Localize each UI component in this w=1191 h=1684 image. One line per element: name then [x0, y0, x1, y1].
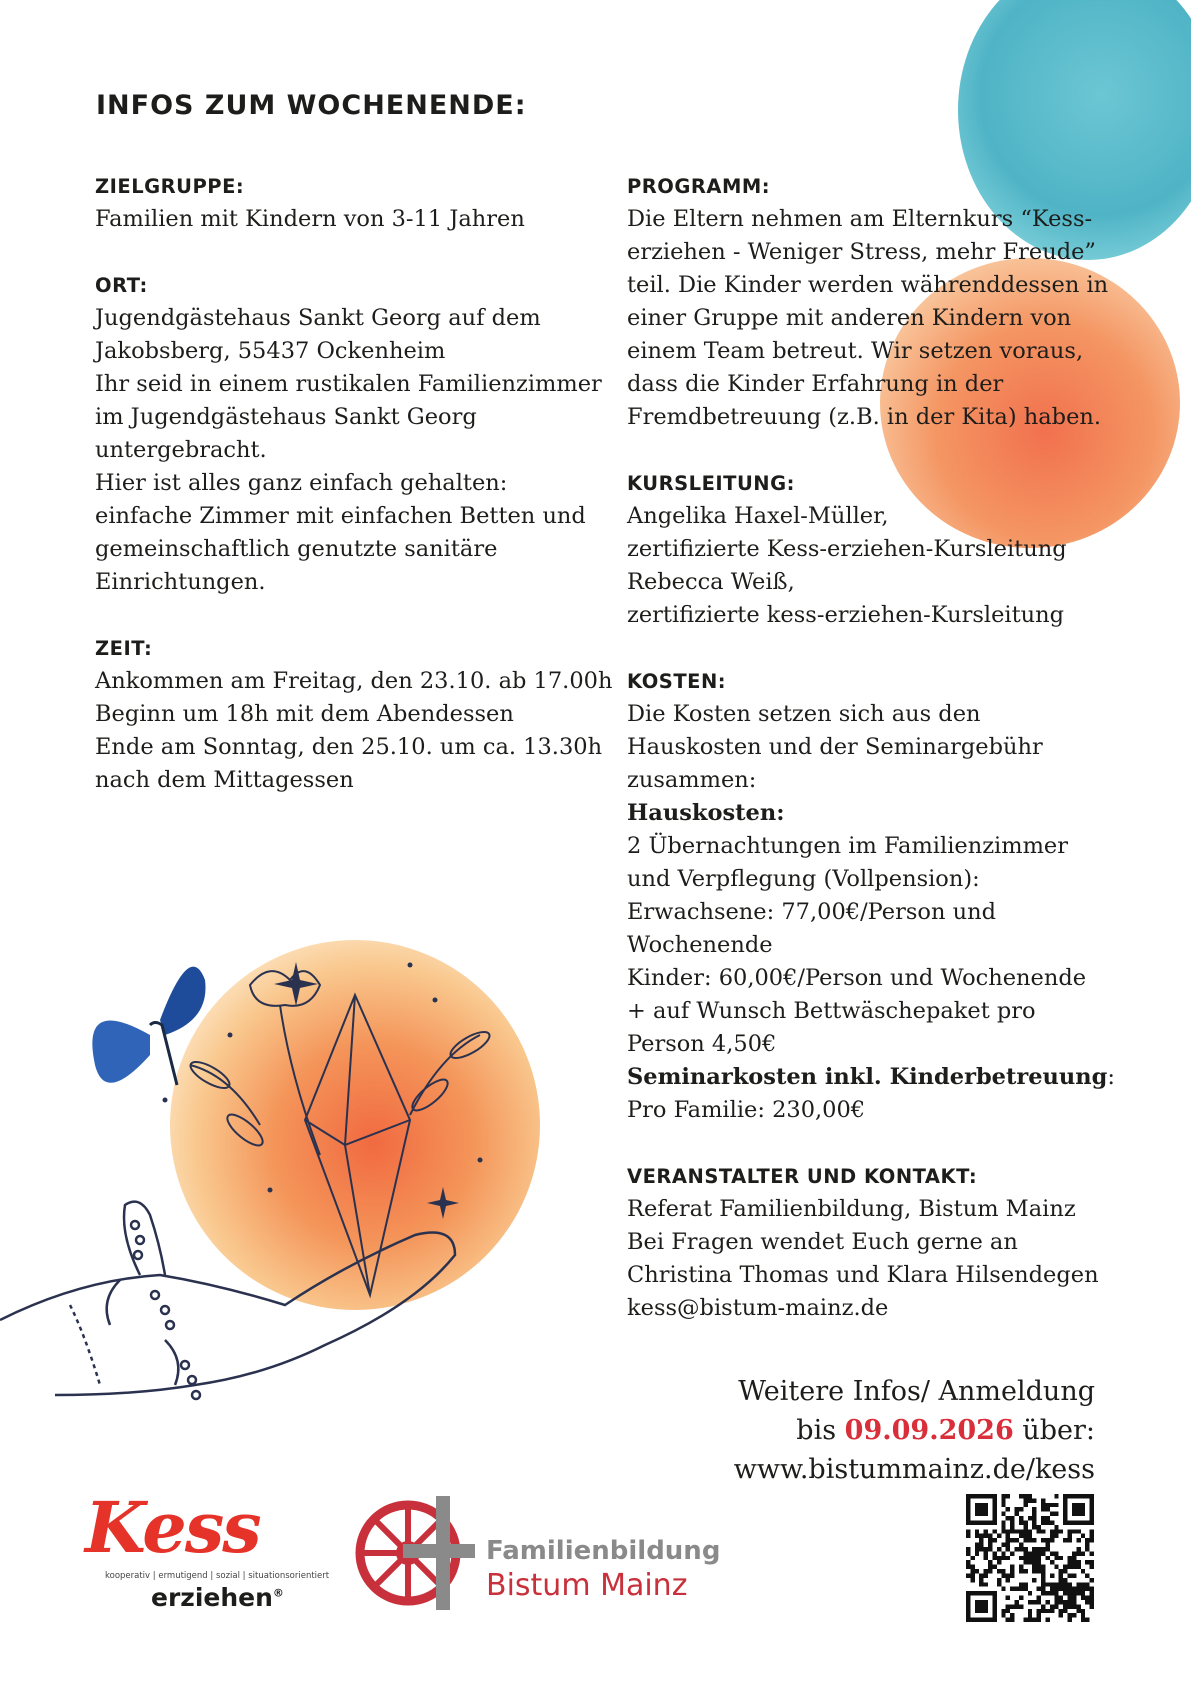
hand-crystal-illustration — [0, 925, 570, 1445]
section-zeit — [95, 632, 615, 797]
seminarkosten-label: Seminarkosten inkl. Kinderbetreuung — [627, 1064, 1108, 1090]
kess-erziehen-logo — [85, 1486, 330, 1618]
section-heading: ZEIT: — [95, 637, 153, 660]
text-line: gemeinschaftlich genutzte sanitäre — [95, 536, 498, 562]
bistum-mainz-logo — [348, 1488, 721, 1618]
text-line: und Verpflegung (Vollpension): — [627, 866, 980, 892]
text-line: Rebecca Weiß, — [627, 569, 795, 595]
kess-logo-erziehen: erziehen — [151, 1583, 273, 1612]
text-line: Person 4,50€ — [627, 1031, 777, 1057]
section-heading: KURSLEITUNG: — [627, 472, 795, 495]
bistum-logo-line1: Familienbildung — [486, 1536, 721, 1566]
text-line: Familien mit Kindern von 3-11 Jahren — [95, 206, 525, 232]
text-line: nach dem Mittagessen — [95, 767, 354, 793]
text-line: untergebracht. — [95, 437, 267, 463]
seminarkosten-line — [627, 1061, 1115, 1094]
contact-email[interactable]: kess@bistum-mainz.de — [627, 1295, 889, 1321]
kess-logo-tagline: kooperativ | ermutigend | sozial | situationsorientiert — [105, 1571, 330, 1581]
section-heading: VERANSTALTER UND KONTAKT: — [627, 1165, 978, 1188]
text-line: + auf Wunsch Bettwäschepaket pro — [627, 998, 1036, 1024]
text-line: Ende am Sonntag, den 25.10. um ca. 13.30h — [95, 734, 603, 760]
text-line: Bei Fragen wendet Euch gerne an — [627, 1229, 1018, 1255]
text-line: Angelika Haxel-Müller, — [627, 503, 889, 529]
registration-line: Weitere Infos/ Anmeldung — [738, 1376, 1095, 1407]
section-heading: ZIELGRUPPE: — [95, 175, 245, 198]
section-heading: PROGRAMM: — [627, 175, 771, 198]
page-title: INFOS ZUM WOCHENENDE: — [96, 90, 527, 121]
kess-logo-wordmark: Kess — [85, 1486, 260, 1569]
text-line: Die Eltern nehmen am Elternkurs “Kess- — [627, 206, 1093, 232]
section-ort — [95, 269, 615, 599]
text-line: Jakobsberg, 55437 Ockenheim — [95, 338, 446, 364]
colon: : — [1107, 1064, 1115, 1090]
text-line: Erwachsene: 77,00€/Person und — [627, 899, 996, 925]
text-line: Hauskosten und der Seminargebühr — [627, 734, 1043, 760]
text-line: 2 Übernachtungen im Familienzimmer — [627, 833, 1068, 859]
text-line: Hier ist alles ganz einfach gehalten: — [95, 470, 508, 496]
right-column — [627, 170, 1115, 1358]
text-line: Referat Familienbildung, Bistum Mainz — [627, 1196, 1076, 1222]
text-line: Christina Thomas und Klara Hilsendegen — [627, 1262, 1099, 1288]
registration-deadline: 09.09.2026 — [844, 1415, 1014, 1446]
text-line: Pro Familie: 230,00€ — [627, 1097, 866, 1123]
registration-info — [734, 1372, 1095, 1489]
registered-mark: ® — [272, 1586, 284, 1600]
section-programm — [627, 170, 1107, 434]
section-heading: ORT: — [95, 274, 148, 297]
section-heading: KOSTEN: — [627, 670, 727, 693]
left-column — [95, 170, 615, 830]
qr-code-icon[interactable] — [966, 1494, 1094, 1622]
text-line: Kinder: 60,00€/Person und Wochenende — [627, 965, 1087, 991]
text-line: Jugendgästehaus Sankt Georg auf dem — [95, 305, 541, 331]
text-line: Fremdbetreuung (z.B. in der Kita) haben. — [627, 404, 1102, 430]
deadline-line — [734, 1411, 1095, 1450]
text-line: Ankommen am Freitag, den 23.10. ab 17.00h — [95, 668, 613, 694]
section-kosten — [627, 665, 1115, 1127]
text-line: erziehen - Weniger Stress, mehr Freude” — [627, 239, 1096, 265]
text-line: im Jugendgästehaus Sankt Georg — [95, 404, 477, 430]
text-line: Beginn um 18h mit dem Abendessen — [95, 701, 514, 727]
text-line: Die Kosten setzen sich aus den — [627, 701, 981, 727]
text-line: Wochenende — [627, 932, 773, 958]
section-zielgruppe — [95, 170, 615, 236]
wheel-cross-icon — [348, 1488, 483, 1618]
text-fragment: bis — [796, 1415, 845, 1446]
text-line: einer Gruppe mit anderen Kindern von — [627, 305, 1072, 331]
text-line: teil. Die Kinder werden währenddessen in — [627, 272, 1109, 298]
registration-url[interactable]: www.bistummainz.de/kess — [733, 1454, 1095, 1485]
text-line: einfache Zimmer mit einfachen Betten und — [95, 503, 586, 529]
text-line: Ihr seid in einem rustikalen Familienzimmer — [95, 371, 602, 397]
text-line: dass die Kinder Erfahrung in der — [627, 371, 1004, 397]
section-kursleitung — [627, 467, 1107, 632]
section-kontakt — [627, 1160, 1107, 1325]
text-line: zusammen: — [627, 767, 757, 793]
text-line: zertifizierte kess-erziehen-Kursleitung — [627, 602, 1065, 628]
bistum-logo-line2: Bistum Mainz — [486, 1568, 688, 1603]
text-line: einem Team betreut. Wir setzen voraus, — [627, 338, 1084, 364]
hauskosten-label: Hauskosten: — [627, 800, 785, 826]
text-fragment: über: — [1013, 1415, 1095, 1446]
text-line: Einrichtungen. — [95, 569, 266, 595]
text-line: zertifizierte Kess-erziehen-Kursleitung — [627, 536, 1067, 562]
kess-logo-subtitle — [151, 1583, 284, 1612]
